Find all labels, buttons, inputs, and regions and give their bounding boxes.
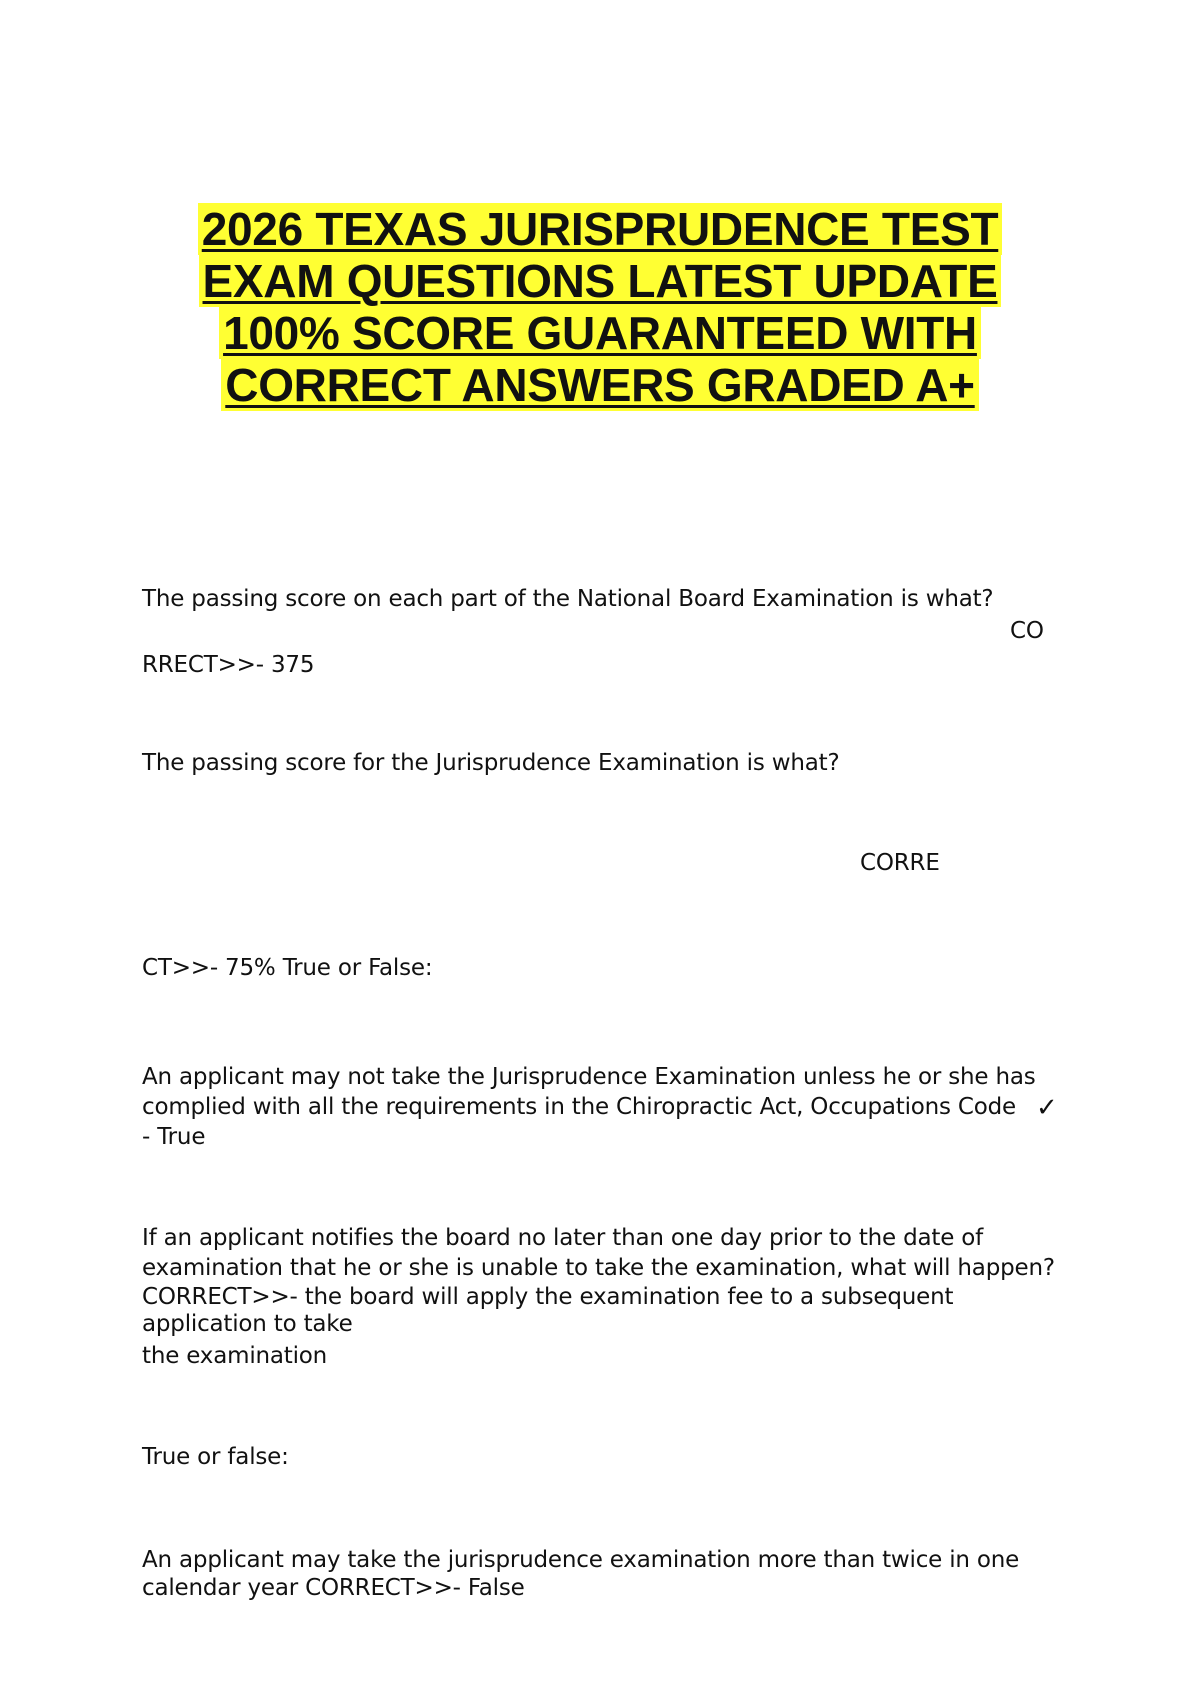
answer-fragment: CORRE [860,850,940,876]
answer-text: the examination [142,1343,328,1369]
answer-text: CORRECT>>- the board will apply the examination fee to a subsequent [142,1284,954,1310]
answer-text: - True [142,1124,206,1150]
title-line [150,203,1050,255]
answer-text: application to take [142,1311,353,1337]
answer-text: CT>>- 75% True or False: [142,955,433,981]
answer-text: RRECT>>- 375 [142,652,315,678]
question-text: The passing score for the Jurisprudence Examination is what? [142,750,840,776]
document-title [150,203,1050,411]
title-line [150,307,1050,359]
question-line: An applicant may not take the Jurisprudence Examination unless he or she has [142,1064,1036,1090]
title-line-text: 100% SCORE GUARANTEED WITH [219,307,981,359]
answer-text: calendar year CORRECT>>- False [142,1575,525,1601]
question-heading: True or false: [142,1444,289,1470]
title-line-text: CORRECT ANSWERS GRADED A+ [221,359,978,411]
title-line [150,359,1050,411]
question-line: examination that he or she is unable to take the examination, what will happen? [142,1255,1055,1281]
question-text: The passing score on each part of the National Board Examination is what? [142,586,994,612]
title-line [150,255,1050,307]
question-line: complied with all the requirements in the Chiropractic Act, Occupations Code [142,1094,1016,1120]
question-line: If an applicant notifies the board no later than one day prior to the date of [142,1225,984,1251]
question-line: An applicant may take the jurisprudence examination more than twice in one [142,1547,1020,1573]
title-line-text: 2026 TEXAS JURISPRUDENCE TEST [198,203,1003,255]
title-line-text: EXAM QUESTIONS LATEST UPDATE [199,255,1002,307]
answer-fragment: CO [1010,618,1044,644]
check-mark-icon: ✓ [1036,1093,1058,1123]
